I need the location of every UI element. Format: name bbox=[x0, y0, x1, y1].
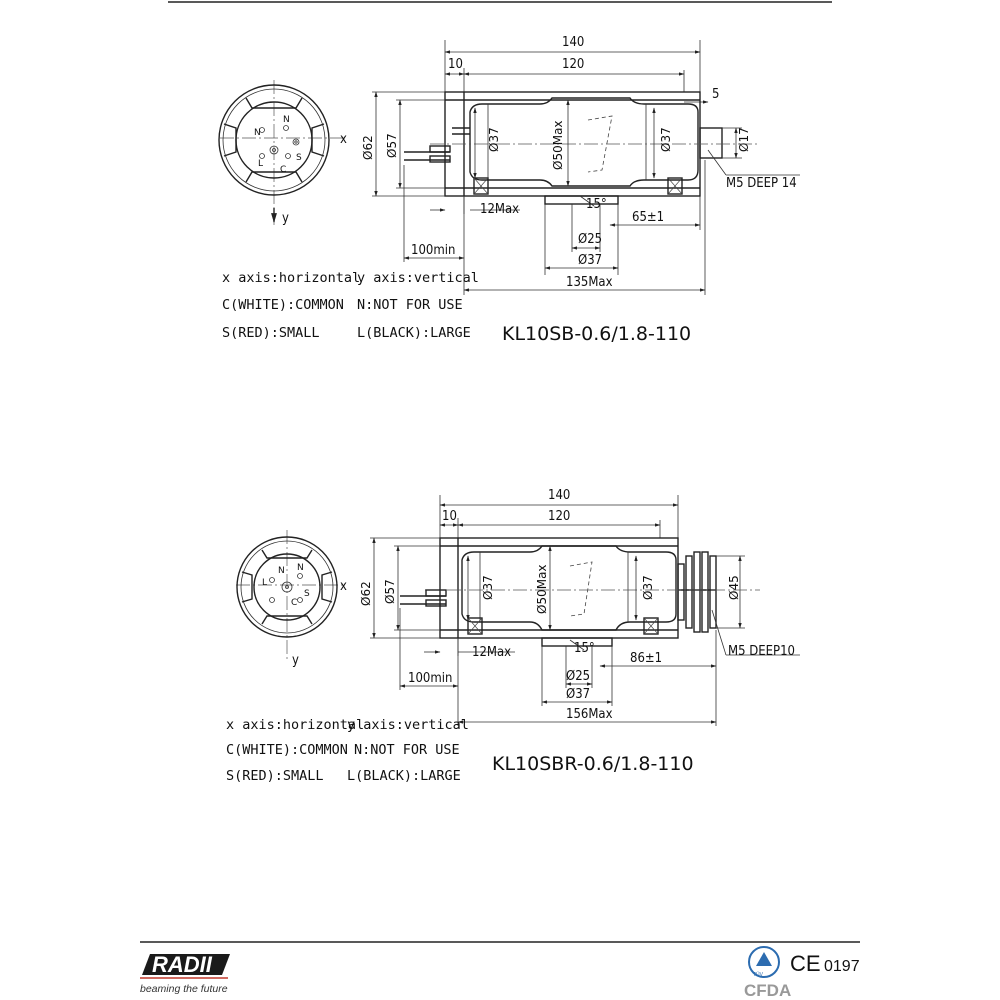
pin-label-s-2: S bbox=[304, 589, 310, 599]
legend-y-axis-2: y axis:vertical bbox=[347, 717, 469, 733]
dim-d50-2: Ø50Max bbox=[535, 564, 549, 614]
legend-not-use-1: N:NOT FOR USE bbox=[357, 297, 463, 313]
dim-135max-1: 135Max bbox=[566, 275, 613, 290]
legend-2 bbox=[226, 717, 694, 784]
dim-120-1: 120 bbox=[562, 57, 585, 72]
footer bbox=[140, 942, 860, 1000]
legend-x-axis-2: x axis:horizontal bbox=[226, 717, 365, 733]
dim-d57-2: Ø57 bbox=[383, 579, 397, 604]
dim-d62-1: Ø62 bbox=[361, 135, 375, 160]
dim-100min-2: 100min bbox=[408, 671, 453, 686]
legend-common-2: C(WHITE):COMMON bbox=[226, 742, 348, 758]
ce-number: 0197 bbox=[824, 958, 860, 975]
pin-label-l: L bbox=[258, 159, 264, 169]
legend-large-1: L(BLACK):LARGE bbox=[357, 325, 471, 341]
dim-65-1: 65±1 bbox=[632, 210, 665, 225]
dim-10-2: 10 bbox=[442, 509, 457, 524]
legend-common-1: C(WHITE):COMMON bbox=[222, 297, 344, 313]
dim-d37-left-1: Ø37 bbox=[487, 127, 501, 152]
pin-label-c: C bbox=[280, 165, 287, 175]
dim-156max-2: 156Max bbox=[566, 707, 613, 722]
dim-d45: Ø45 bbox=[727, 575, 741, 600]
dim-d57-1: Ø57 bbox=[385, 133, 399, 158]
legend-large-2: L(BLACK):LARGE bbox=[347, 768, 461, 784]
legend-small-1: S(RED):SMALL bbox=[222, 325, 320, 341]
certifications bbox=[744, 947, 860, 1000]
pin-label-n2: N bbox=[283, 115, 290, 125]
axis-y-label: y bbox=[282, 211, 289, 226]
legend-1 bbox=[222, 270, 691, 345]
brand-name: RADII bbox=[152, 952, 212, 977]
ce-mark: CE bbox=[790, 951, 821, 976]
dim-d25-1: Ø25 bbox=[578, 232, 603, 247]
model-name-1: KL10SB-0.6/1.8-110 bbox=[502, 323, 692, 345]
dim-d37-port-1: Ø37 bbox=[578, 253, 603, 268]
pin-label-n-2: N bbox=[278, 566, 285, 576]
drawing-1 bbox=[219, 35, 800, 345]
pin-label-c-2: C bbox=[291, 598, 298, 608]
axis-x-label-2: x bbox=[340, 579, 347, 594]
dim-5-1: 5 bbox=[712, 87, 720, 102]
pin-label-n2-2: N bbox=[297, 563, 304, 573]
legend-y-axis-1: y axis:vertical bbox=[357, 270, 479, 286]
side-view-2 bbox=[359, 488, 800, 726]
tuv-label: TÜV bbox=[753, 972, 763, 978]
legend-small-2: S(RED):SMALL bbox=[226, 768, 324, 784]
dim-140-2: 140 bbox=[548, 488, 571, 503]
dim-d25-2: Ø25 bbox=[566, 669, 591, 684]
end-view-1 bbox=[219, 80, 347, 226]
dim-86-2: 86±1 bbox=[630, 651, 663, 666]
end-view-2 bbox=[236, 530, 347, 668]
dim-thread-1: M5 DEEP 14 bbox=[726, 176, 797, 191]
side-view-1 bbox=[361, 35, 800, 295]
brand-logo bbox=[140, 952, 230, 995]
legend-x-axis-1: x axis:horizontal bbox=[222, 270, 361, 286]
dim-d37-right-1: Ø37 bbox=[659, 127, 673, 152]
dim-d62-2: Ø62 bbox=[359, 581, 373, 606]
dim-d37-port-2: Ø37 bbox=[566, 687, 591, 702]
dim-140-1: 140 bbox=[562, 35, 585, 50]
dim-d37-left-2: Ø37 bbox=[481, 575, 495, 600]
dim-d37-right-2: Ø37 bbox=[641, 575, 655, 600]
axis-x-label: x bbox=[340, 132, 347, 147]
pin-label-l-2: L bbox=[262, 578, 268, 588]
dim-100min-1: 100min bbox=[411, 243, 456, 258]
dim-thread-2: M5 DEEP10 bbox=[728, 644, 795, 659]
dim-d17: Ø17 bbox=[737, 127, 751, 152]
axis-y-label-2: y bbox=[292, 653, 299, 668]
dim-10-1: 10 bbox=[448, 57, 463, 72]
dim-120-2: 120 bbox=[548, 509, 571, 524]
model-name-2: KL10SBR-0.6/1.8-110 bbox=[492, 753, 694, 775]
legend-not-use-2: N:NOT FOR USE bbox=[354, 742, 460, 758]
radiator-fins bbox=[678, 552, 716, 632]
pin-label-s: S bbox=[296, 153, 302, 163]
drawing-2 bbox=[226, 488, 800, 784]
brand-tagline: beaming the future bbox=[140, 983, 228, 995]
pin-label-n: N bbox=[254, 128, 261, 138]
dim-15deg-2: 15° bbox=[574, 641, 595, 656]
dim-12max-1: 12Max bbox=[480, 202, 520, 217]
dim-d50-1: Ø50Max bbox=[551, 120, 565, 170]
dim-15deg-1: 15° bbox=[586, 197, 607, 212]
cfda-mark: CFDA bbox=[744, 981, 792, 1000]
dim-12max-2: 12Max bbox=[472, 645, 512, 660]
